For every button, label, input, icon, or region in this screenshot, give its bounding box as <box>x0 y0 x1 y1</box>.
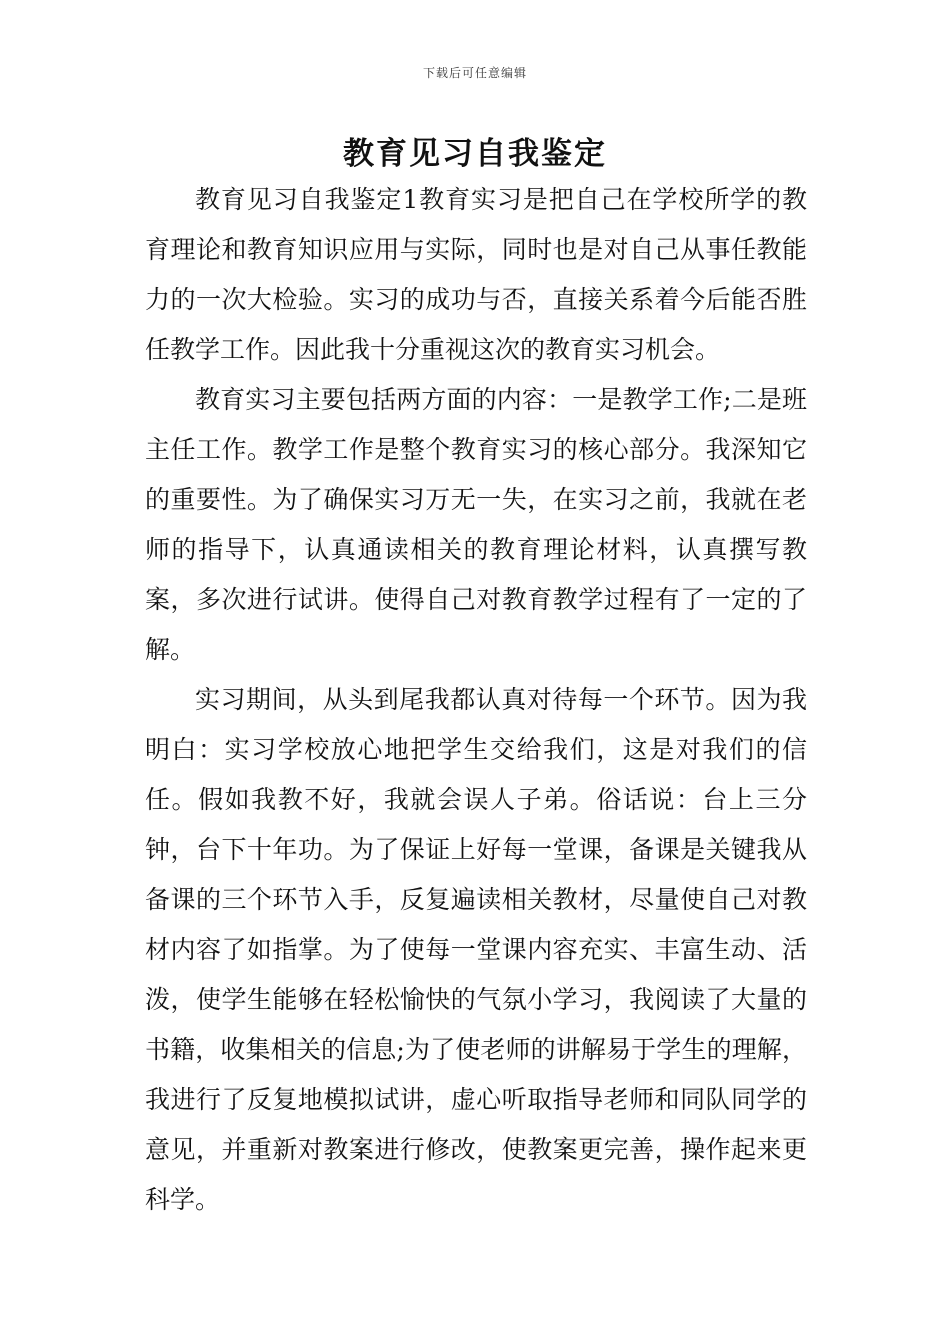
paragraph-2: 教育实习主要包括两方面的内容：一是教学工作;二是班主任工作。教学工作是整个教育实习的核心部分。我深知它的重要性。为了确保实习万无一失，在实习之前，我就在老师的指导下，认真通读相关的教育理论材料，认真撰写教案，多次进行试讲。使得自己对教育教学过程有了一定的了解。 <box>145 385 807 664</box>
document-body <box>145 175 807 1225</box>
paragraph-1: 教育见习自我鉴定1教育实习是把自己在学校所学的教育理论和教育知识应用与实际，同时也是对自己从事任教能力的一次大检验。实习的成功与否，直接关系着今后能否胜任教学工作。因此我十分重视这次的教育实习机会。 <box>145 185 807 364</box>
document-title: 教育见习自我鉴定 <box>343 136 607 172</box>
paragraph-3: 实习期间，从头到尾我都认真对待每一个环节。因为我明白：实习学校放心地把学生交给我们，这是对我们的信任。假如我教不好，我就会误人子弟。俗话说：台上三分钟，台下十年功。为了保证上好每一堂课，备课是关键我从备课的三个环节入手，反复遍读相关教材，尽量使自己对教材内容了如指掌。为了使每一堂课内容充实、丰富生动、活泼，使学生能够在轻松愉快的气氛小学习，我阅读了大量的书籍，收集相关的信息;为了使老师的讲解易于学生的理解，我进行了反复地模拟试讲，虚心听取指导老师和同队同学的意见，并重新对教案进行修改，使教案更完善，操作起来更科学。 <box>145 685 807 1214</box>
page-header-note: 下载后可任意编辑 <box>422 66 527 80</box>
